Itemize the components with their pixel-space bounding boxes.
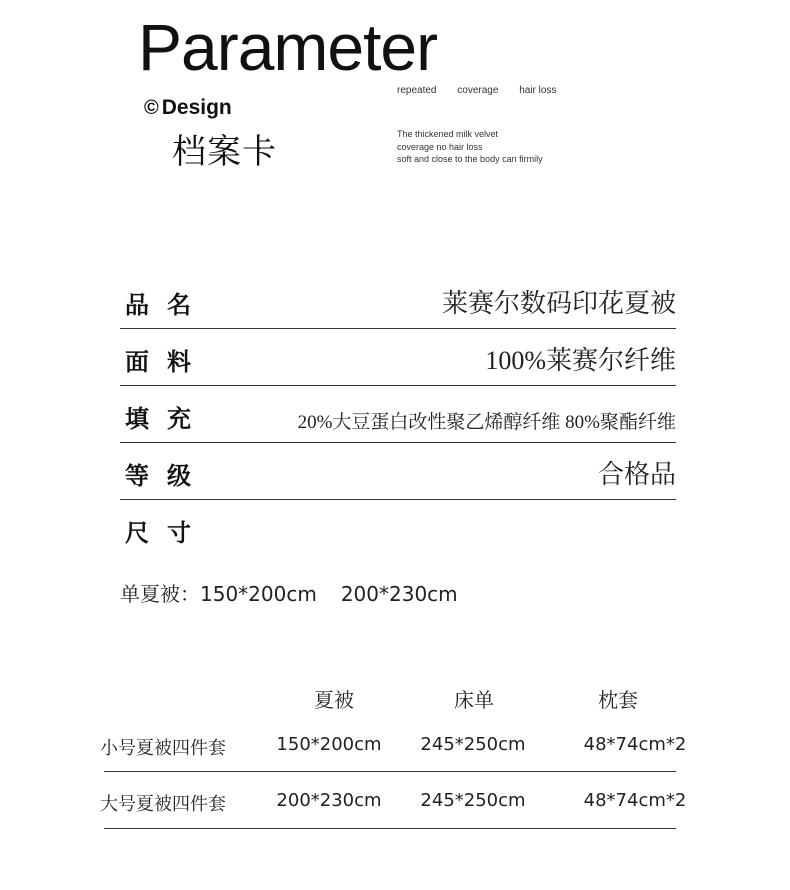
- divider: [104, 771, 676, 772]
- divider: [120, 442, 676, 443]
- table-cell-name: 大号夏被四件套: [100, 794, 226, 815]
- table-header-pillow: 枕套: [598, 688, 638, 712]
- param-row-grade: [120, 457, 676, 497]
- param-value: 合格品: [597, 460, 676, 489]
- tag-list: [397, 85, 574, 96]
- param-row-name: [120, 286, 676, 326]
- single-quilt-label: 单夏被：: [120, 582, 200, 606]
- design-label: Design: [161, 96, 232, 119]
- param-row-fabric: [120, 343, 676, 383]
- param-label: 面料: [125, 348, 209, 376]
- tag-hair-loss: hair loss: [519, 85, 557, 96]
- tagline-line: coverage no hair loss: [397, 141, 483, 152]
- tagline-line: The thickened milk velvet: [397, 129, 499, 139]
- single-quilt-size: 200*230cm: [340, 582, 458, 606]
- design-mark: [144, 96, 232, 120]
- param-label: 填充: [125, 405, 209, 433]
- table-cell-name: 小号夏被四件套: [100, 738, 226, 759]
- tag-repeated: repeated: [397, 85, 437, 96]
- divider: [104, 828, 676, 829]
- cn-title: 档案卡: [172, 132, 277, 172]
- table-cell-pillow: 48*74cm*2: [583, 734, 687, 755]
- single-quilt-sizes: [120, 578, 458, 607]
- param-label: 品名: [125, 291, 209, 319]
- param-label: 尺寸: [125, 519, 209, 547]
- table-cell-quilt: 150*200cm: [276, 734, 382, 755]
- table-cell-pillow: 48*74cm*2: [583, 790, 687, 811]
- table-cell-sheet: 245*250cm: [420, 790, 526, 811]
- divider: [120, 328, 676, 329]
- table-cell-sheet: 245*250cm: [420, 734, 526, 755]
- table-header-quilt: 夏被: [314, 688, 354, 712]
- param-row-size: [120, 514, 676, 554]
- divider: [120, 385, 676, 386]
- copyright-icon: ©: [144, 97, 159, 119]
- tagline-line: soft and close to the body can firmily: [397, 154, 543, 164]
- param-row-filling: [120, 400, 676, 440]
- page-title: Parameter: [138, 10, 438, 84]
- tag-coverage: coverage: [457, 85, 499, 96]
- param-value: 20%大豆蛋白改性聚乙烯醇纤维 80%聚酯纤维: [297, 412, 676, 433]
- single-quilt-size: 150*200cm: [200, 582, 317, 606]
- param-value: 100%莱赛尔纤维: [485, 346, 676, 375]
- tagline: [397, 128, 543, 166]
- table-cell-quilt: 200*230cm: [276, 790, 382, 811]
- table-header-sheet: 床单: [454, 688, 494, 712]
- divider: [120, 499, 676, 500]
- param-label: 等级: [125, 462, 209, 490]
- param-value: 莱赛尔数码印花夏被: [441, 289, 676, 318]
